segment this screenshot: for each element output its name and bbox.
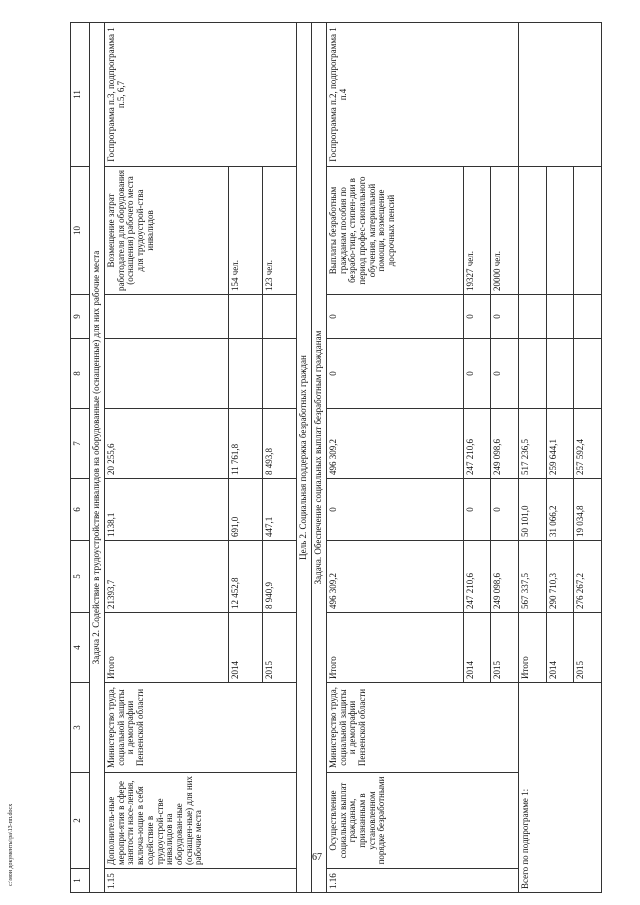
indicator-cell: Возмещение затрат работодателя для оборудования (оснащения) рабочего места для трудоустрой-ства инвалидов <box>105 167 229 295</box>
amount-cell: 496 309,2 <box>326 409 463 479</box>
col-header: 9 <box>71 295 90 339</box>
amount-cell: 0 <box>463 295 491 339</box>
task-title: Задача. Обеспечение социальных выплат безработным гражданам <box>311 23 326 893</box>
year-cell: 2014 <box>546 613 574 683</box>
program-ref-cell: Госпрограмма п.2, подпрограмма 1 п.4 <box>326 23 518 167</box>
amount-cell: 249 098,6 <box>491 409 519 479</box>
empty-cell <box>546 339 574 409</box>
amount-cell: 247 210,6 <box>463 409 491 479</box>
row-number: 1.16 <box>326 869 518 893</box>
amount-cell: 8 493,8 <box>262 409 296 479</box>
program-ref-cell: Госпрограмма п.3, подпрограмма 1 п.5, 6,7 <box>105 23 297 167</box>
empty-cell <box>519 339 547 409</box>
year-cell: 2014 <box>228 613 262 683</box>
indicator-value: 20000 чел. <box>491 167 519 295</box>
empty-cell <box>574 339 602 409</box>
goal2-title: Цель 2. Социальная поддержка безработных граждан <box>296 23 311 893</box>
amount-cell: 447,1 <box>262 479 296 541</box>
footer-path: c:\мои документы\ра\13-пп.docx <box>8 803 14 886</box>
col-header: 3 <box>71 683 90 773</box>
empty-cell <box>519 23 602 167</box>
table-row <box>519 23 547 893</box>
col-header: 6 <box>71 479 90 541</box>
year-cell: 2015 <box>262 613 296 683</box>
amount-cell: 0 <box>326 295 463 339</box>
amount-cell <box>105 295 229 339</box>
amount-cell <box>228 339 262 409</box>
executor-cell: Министерство труда, социальной защиты и демографии Пензенской области <box>105 683 297 773</box>
indicator-value: 19327 чел. <box>463 167 491 295</box>
amount-cell: 0 <box>491 295 519 339</box>
amount-cell: 249 098,6 <box>491 541 519 613</box>
empty-cell <box>574 167 602 295</box>
amount-cell: 11 761,8 <box>228 409 262 479</box>
amount-cell: 8 940,9 <box>262 541 296 613</box>
col-header: 5 <box>71 541 90 613</box>
amount-cell: 12 452,8 <box>228 541 262 613</box>
year-cell: 2014 <box>463 613 491 683</box>
amount-cell: 496 309,2 <box>326 541 463 613</box>
amount-cell: 0 <box>463 339 491 409</box>
col-header: 11 <box>71 23 90 167</box>
amount-cell: 21393,7 <box>105 541 229 613</box>
amount-cell <box>262 339 296 409</box>
amount-cell: 257 592,4 <box>574 409 602 479</box>
amount-cell: 50 101,0 <box>519 479 547 541</box>
year-cell: 2015 <box>574 613 602 683</box>
col-header: 10 <box>71 167 90 295</box>
col-header: 4 <box>71 613 90 683</box>
amount-cell: 0 <box>491 479 519 541</box>
table-row <box>326 23 463 893</box>
empty-cell <box>574 295 602 339</box>
amount-cell: 20 255,6 <box>105 409 229 479</box>
amount-cell: 0 <box>326 479 463 541</box>
amount-cell: 290 710,3 <box>546 541 574 613</box>
amount-cell: 567 337,5 <box>519 541 547 613</box>
empty-cell <box>546 295 574 339</box>
page-number: 67 <box>312 852 322 863</box>
year-cell: Итого <box>326 613 463 683</box>
amount-cell: 276 267,2 <box>574 541 602 613</box>
program-table <box>70 22 602 893</box>
col-header: 1 <box>71 869 90 893</box>
amount-cell: 19 034,8 <box>574 479 602 541</box>
measure-cell: Осуществление социальных выплат гражданам, признанным в установленном порядке безработными <box>326 773 518 869</box>
amount-cell: 691,0 <box>228 479 262 541</box>
amount-cell <box>262 295 296 339</box>
column-numbers-row <box>71 23 90 893</box>
col-header: 8 <box>71 339 90 409</box>
indicator-value: 123 чел. <box>262 167 296 295</box>
amount-cell: 259 644,1 <box>546 409 574 479</box>
summary-label: Всего по подпрограмме 1: <box>519 683 602 893</box>
table-row <box>105 23 229 893</box>
empty-cell <box>546 167 574 295</box>
year-cell: 2015 <box>491 613 519 683</box>
amount-cell: 247 210,6 <box>463 541 491 613</box>
amount-cell: 517 236,5 <box>519 409 547 479</box>
year-cell: Итого <box>519 613 547 683</box>
amount-cell: 0 <box>463 479 491 541</box>
col-header: 7 <box>71 409 90 479</box>
amount-cell <box>105 339 229 409</box>
row-number: 1.15 <box>105 869 297 893</box>
empty-cell <box>519 167 547 295</box>
task2-title: Задача 2. Содействие в трудоустройстве инвалидов на оборудованные (оснащенные) для них рабочие места <box>90 23 105 893</box>
amount-cell: 1138,1 <box>105 479 229 541</box>
amount-cell: 0 <box>491 339 519 409</box>
indicator-cell: Выплаты безработным гражданам пособия по безрабо-тице, стипен-дии в период профес-сионального обучения, материальной помощи, возмещение досрочных пенсий <box>326 167 463 295</box>
rotated-page <box>70 23 602 893</box>
empty-cell <box>519 295 547 339</box>
amount-cell: 31 066,2 <box>546 479 574 541</box>
amount-cell <box>228 295 262 339</box>
year-cell: Итого <box>105 613 229 683</box>
executor-cell: Министерство труда, социальной защиты и демографии Пензенской области <box>326 683 518 773</box>
measure-cell: Дополнитель-ные меропри-ятия в сфере занятости насе-ления, включа-ющие в себя содействие в трудоустрой-стве инвалидов на оборудован-ные (оснащен-ные) для них рабочие места <box>105 773 297 869</box>
amount-cell: 0 <box>326 339 463 409</box>
indicator-value: 154 чел. <box>228 167 262 295</box>
col-header: 2 <box>71 773 90 869</box>
